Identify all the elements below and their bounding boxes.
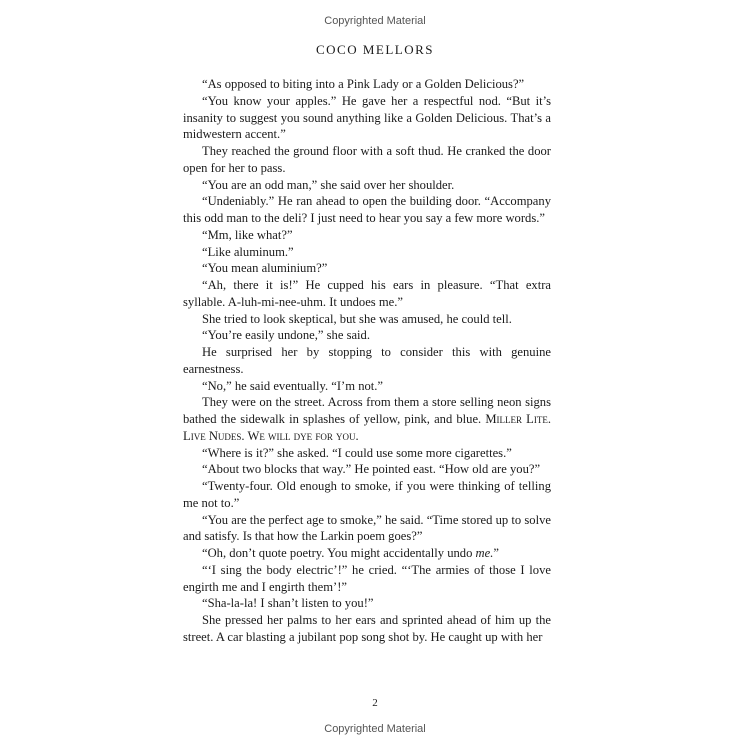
- paragraph: She tried to look skeptical, but she was amused, he could tell.: [202, 311, 512, 326]
- paragraph: “You are the perfect age to smoke,” he said. “Time stored up to solve and satisfy. Is that how the Larkin poem goes?”: [183, 512, 551, 544]
- paragraph: “As opposed to biting into a Pink Lady or a Golden Delicious?”: [202, 77, 525, 91]
- emphasized-word: me.: [475, 546, 494, 560]
- paragraph: “No,” he said eventually. “I’m not.”: [202, 378, 384, 393]
- paragraph: “Sha-la-la! I shan’t listen to you!”: [202, 596, 374, 611]
- copyright-watermark-top: Copyrighted Material: [324, 15, 426, 27]
- running-head: COCO MELLORS: [315, 42, 435, 57]
- paragraph: They reached the ground floor with a soft thud. He cranked the door open for her to pass.: [183, 144, 551, 175]
- paragraph-undo-me: [183, 545, 551, 562]
- paragraph: “Undeniably.” He ran ahead to open the building door. “Accompany this odd man to the deli? I just need to hear you say a few more words.”: [183, 194, 551, 225]
- paragraph-neon-signs: [183, 394, 551, 444]
- paragraph-text: They were on the street. Across from them a store selling neon signs bathed the sidewalk in splashes of yellow, pink, and blue.: [183, 395, 551, 426]
- paragraph: He surprised her by stopping to consider this with genuine earnestness.: [183, 345, 551, 376]
- paragraph: She pressed her palms to her ears and sprinted ahead of him up the street. A car blasting a jubilant pop song shot by. He caught up with her: [183, 613, 551, 644]
- paragraph: “Ah, there it is!” He cupped his ears in pleasure. “That extra syllable. A-luh-mi-nee-uhm. It undoes me.”: [183, 278, 551, 309]
- paragraph: “You know your apples.” He gave her a respectful nod. “But it’s insanity to suggest you sound anything like a Golden Delicious. That’s a midwestern accent.”: [183, 93, 551, 142]
- paragraph: “Where is it?” she asked. “I could use some more cigarettes.”: [202, 445, 512, 460]
- neon-sign-text: Miller Lite. Live Nudes. We will dye for you.: [183, 412, 551, 443]
- paragraph-text: “Oh, don’t quote poetry. You might accidentally undo: [202, 546, 476, 560]
- paragraph: “‘I sing the body electric’!” he cried. “‘The armies of those I love engirth me and I engirth them’!”: [183, 562, 551, 594]
- paragraph: “Mm, like what?”: [202, 227, 293, 242]
- paragraph: “You’re easily undone,” she said.: [202, 328, 370, 343]
- paragraph: “Twenty-four. Old enough to smoke, if you were thinking of telling me not to.”: [183, 479, 551, 510]
- paragraph: “Like aluminum.”: [202, 244, 294, 259]
- page-number: 2: [372, 697, 378, 709]
- paragraph-text: ”: [493, 546, 499, 560]
- paragraph: “About two blocks that way.” He pointed east. “How old are you?”: [202, 462, 541, 477]
- copyright-watermark-bottom: Copyrighted Material: [324, 723, 426, 735]
- paragraph: “You mean aluminium?”: [202, 261, 328, 276]
- paragraph: “You are an odd man,” she said over her shoulder.: [202, 177, 455, 192]
- body-text: [183, 76, 551, 646]
